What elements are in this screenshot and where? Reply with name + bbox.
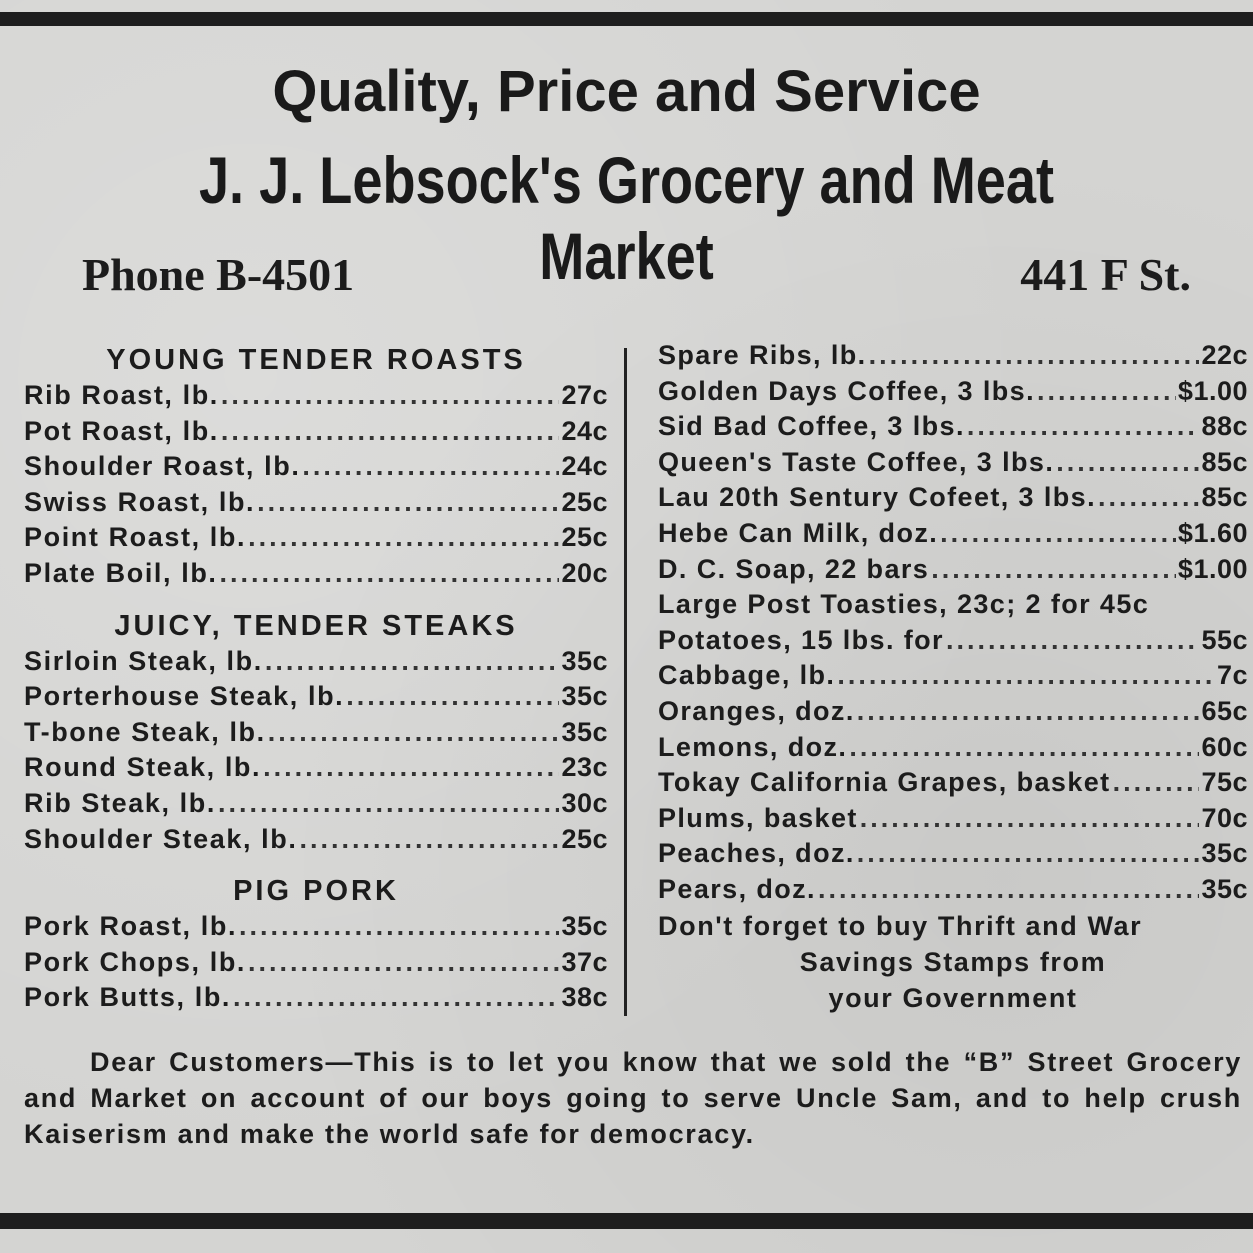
- leader-dots: [268, 715, 560, 751]
- item-name: Plate Boil, lb.: [24, 557, 218, 588]
- item-price: 35c: [1201, 838, 1248, 869]
- price-row: [24, 945, 608, 981]
- phone-number: Phone B-4501: [82, 249, 355, 300]
- price-row: [658, 409, 1248, 445]
- note-line: your Government: [828, 982, 1078, 1013]
- item-price: 55c: [1201, 624, 1248, 655]
- item-price: 85c: [1201, 482, 1248, 513]
- item-price: 70c: [1201, 802, 1248, 833]
- price-row: [24, 644, 608, 680]
- item-name: Rib Steak, lb.: [24, 787, 216, 818]
- price-row: [658, 338, 1248, 374]
- item-price: 35c: [561, 716, 608, 747]
- price-row: [658, 374, 1248, 410]
- item-name: Porterhouse Steak, lb.: [24, 681, 345, 712]
- price-row: [658, 445, 1248, 481]
- item-name: Pears, doz.: [658, 873, 816, 904]
- leader-dots: [239, 909, 559, 945]
- item-price: 22c: [1201, 340, 1248, 370]
- item-price: 30c: [561, 787, 608, 818]
- price-row: [24, 679, 608, 715]
- item-name: T-bone Steak, lb.: [24, 716, 266, 747]
- price-row: [658, 480, 1248, 516]
- item-price: 37c: [561, 946, 608, 977]
- item-name: Tokay California Grapes, basket: [658, 767, 1111, 798]
- price-row: [24, 786, 608, 822]
- leader-dots: [818, 872, 1199, 908]
- item-price: 35c: [561, 911, 608, 942]
- store-name: J. J. Lebsock's Grocery and Meat Market: [198, 143, 1055, 293]
- item-name: Cabbage, lb.: [658, 660, 836, 691]
- bottom-border-rule: [0, 1213, 1253, 1229]
- price-row: [24, 520, 608, 556]
- headline: Quality, Price and Service: [272, 59, 981, 124]
- section-spacer: [24, 857, 608, 869]
- leader-dots: [946, 623, 1199, 659]
- item-price: $1.00: [1177, 553, 1248, 584]
- item-price: 25c: [561, 486, 608, 517]
- item-name: Queen's Taste Coffee, 3 lbs.: [658, 446, 1055, 477]
- leader-dots: [940, 516, 1176, 552]
- item-price: 27c: [561, 380, 608, 410]
- price-row: [24, 980, 608, 1016]
- section-heading-steaks: JUICY, TENDER STEAKS: [114, 609, 518, 642]
- leader-dots: [857, 694, 1200, 730]
- item-price: 23c: [561, 752, 608, 783]
- item-price: 24c: [561, 451, 608, 482]
- leader-dots: [299, 822, 559, 858]
- store-address: 441 F St.: [1020, 249, 1191, 300]
- item-price: $1.00: [1177, 375, 1248, 406]
- price-row: [24, 485, 608, 521]
- item-price: 65c: [1201, 695, 1248, 726]
- item-name: Shoulder Steak, lb.: [24, 823, 298, 854]
- leader-dots: [837, 658, 1215, 694]
- item-name: Pot Roast, lb.: [24, 415, 219, 446]
- item-name: Peaches, doz.: [658, 838, 855, 869]
- item-name: Golden Days Coffee, 3 lbs.: [658, 375, 1035, 406]
- leader-dots: [1037, 374, 1176, 410]
- section-heading-pork: PIG PORK: [233, 875, 399, 908]
- leader-dots: [263, 750, 559, 786]
- item-name: Lau 20th Sentury Cofeet, 3 lbs.: [658, 482, 1096, 513]
- item-price: 38c: [561, 982, 608, 1013]
- price-row: [658, 801, 1248, 837]
- leader-dots: [849, 730, 1199, 766]
- item-name: Lemons, doz.: [658, 731, 848, 762]
- thrift-stamps-note: [658, 908, 1248, 1016]
- item-name: Round Steak, lb.: [24, 752, 262, 783]
- note-line: Savings Stamps from: [799, 946, 1107, 977]
- item-price: 35c: [1201, 873, 1248, 904]
- price-row: [24, 414, 608, 450]
- item-name: Oranges, doz.: [658, 695, 855, 726]
- item-price: 35c: [561, 645, 608, 676]
- item-name: Pork Butts, lb.: [24, 982, 232, 1013]
- note-line: Don't forget to buy Thrift and War: [658, 910, 1143, 941]
- item-price: 24c: [561, 415, 608, 446]
- item-price: 88c: [1201, 411, 1248, 442]
- price-row: [658, 730, 1248, 766]
- leader-dots: [869, 338, 1200, 374]
- leader-dots: [248, 945, 559, 981]
- price-row: [658, 552, 1248, 588]
- price-row: [658, 587, 1248, 623]
- price-row: [658, 765, 1248, 801]
- item-price: $1.60: [1177, 517, 1248, 548]
- price-row: [24, 715, 608, 751]
- item-name: Shoulder Roast, lb.: [24, 451, 301, 482]
- price-row: [24, 822, 608, 858]
- price-row: [658, 836, 1248, 872]
- item-name: Swiss Roast, lb.: [24, 486, 256, 517]
- item-price: 7c: [1216, 660, 1248, 691]
- leader-dots: [302, 449, 559, 485]
- item-name: D. C. Soap, 22 bars: [658, 553, 930, 584]
- item-name: Plums, basket: [658, 802, 858, 833]
- leader-dots: [221, 414, 560, 450]
- leader-dots: [233, 980, 559, 1016]
- leader-dots: [857, 836, 1200, 872]
- price-row: [24, 378, 608, 414]
- price-row: [658, 623, 1248, 659]
- price-row: [658, 516, 1248, 552]
- price-row: [24, 750, 608, 786]
- leader-dots: [218, 786, 559, 822]
- price-row: [24, 909, 608, 945]
- item-name: Spare Ribs, lb.: [658, 340, 867, 370]
- item-price: 35c: [561, 681, 608, 712]
- item-name: Sirloin Steak, lb.: [24, 645, 263, 676]
- item-name: Pork Chops, lb.: [24, 946, 247, 977]
- price-row: [658, 658, 1248, 694]
- item-price: 25c: [561, 522, 608, 553]
- leader-dots: [265, 644, 560, 680]
- item-name: Rib Roast, lb.: [24, 380, 219, 410]
- leader-dots: [967, 409, 1200, 445]
- right-price-column: [658, 338, 1248, 1016]
- leader-dots: [220, 556, 560, 592]
- item-price: 60c: [1201, 731, 1248, 762]
- item-name: Hebe Can Milk, doz.: [658, 517, 939, 548]
- item-price: 75c: [1201, 767, 1248, 798]
- column-divider: [624, 348, 627, 1016]
- price-row: [24, 449, 608, 485]
- leader-dots: [931, 552, 1176, 588]
- price-row: [658, 694, 1248, 730]
- price-row: [658, 872, 1248, 908]
- price-row: [24, 556, 608, 592]
- item-name: Potatoes, 15 lbs. for: [658, 624, 944, 655]
- leader-dots: [248, 520, 559, 556]
- leader-dots: [860, 801, 1200, 837]
- item-name: Point Roast, lb.: [24, 522, 247, 553]
- leader-dots: [1098, 480, 1199, 516]
- item-price: 25c: [561, 823, 608, 854]
- item-name: Pork Roast, lb.: [24, 911, 238, 942]
- item-name: Sid Bad Coffee, 3 lbs.: [658, 411, 965, 442]
- item-price: 20c: [561, 557, 608, 588]
- leader-dots: [221, 378, 560, 414]
- customer-message: Dear Customers—This is to let you know that we sold the “B” Street Grocery and Market on account of our boys going to serve Uncle Sam, and to help crush Kaiserism and make the world safe for democracy.: [24, 1047, 1242, 1149]
- leader-dots: [257, 485, 559, 521]
- leader-dots: [1113, 765, 1200, 801]
- top-border-rule: [0, 12, 1253, 26]
- left-price-column: [24, 338, 608, 1016]
- leader-dots: [1056, 445, 1199, 481]
- leader-dots: [346, 679, 559, 715]
- section-heading-roasts: YOUNG TENDER ROASTS: [106, 344, 526, 376]
- item-name: Large Post Toasties, 23c; 2 for 45c: [658, 589, 1150, 620]
- item-price: 85c: [1201, 446, 1248, 477]
- section-spacer: [24, 592, 608, 604]
